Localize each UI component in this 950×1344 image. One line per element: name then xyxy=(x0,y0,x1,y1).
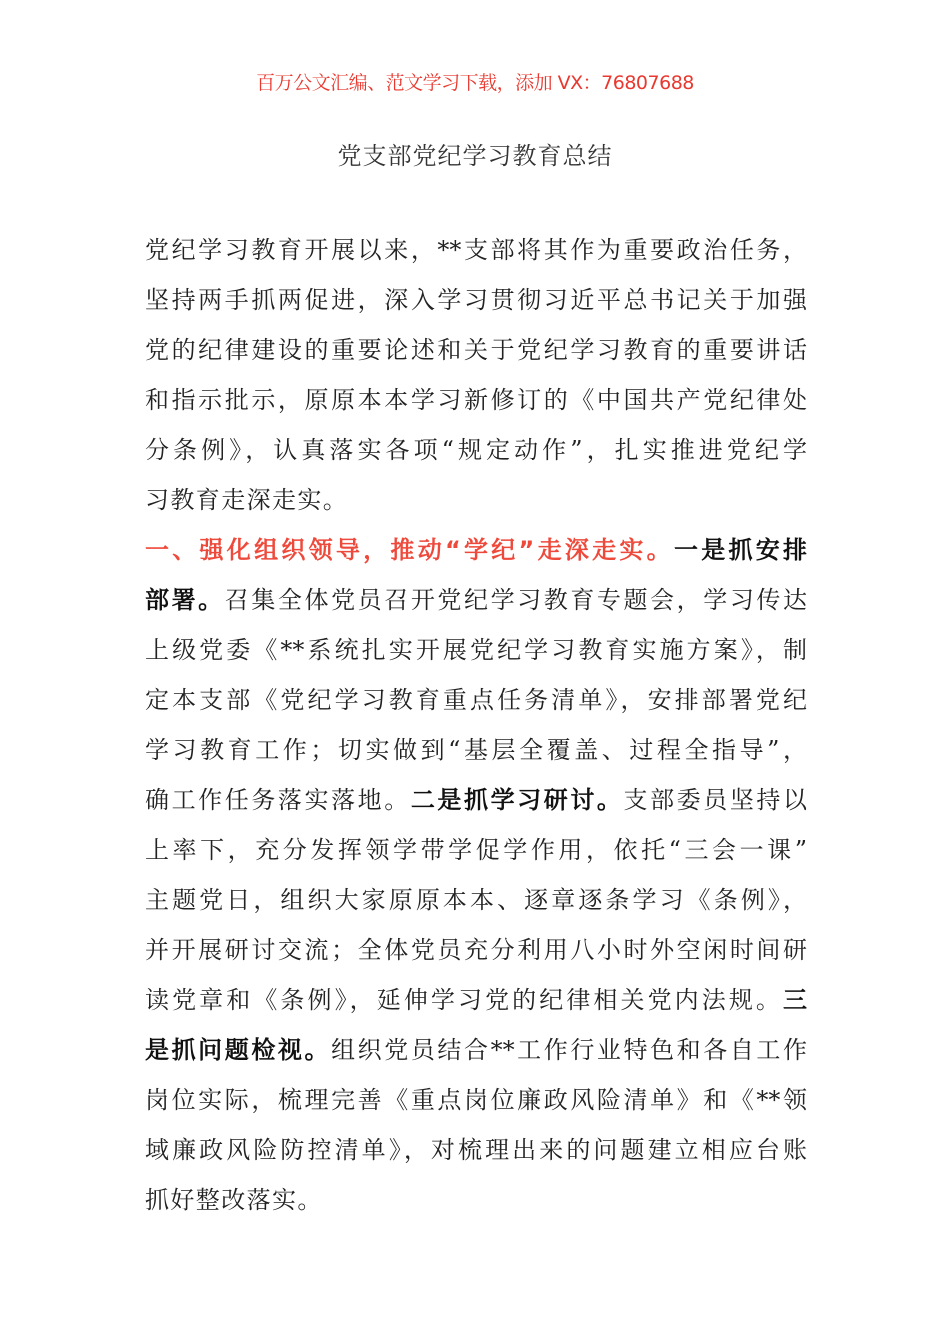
section-heading: 一、强化组织领导，推动“学纪”走深走实。 xyxy=(145,536,674,564)
text-line xyxy=(145,975,807,1025)
paragraph-text: 坚持两手抓两促进，深入学习贯彻习近平总书记关于加强 xyxy=(145,286,807,314)
paragraph-text: 上级党委《**系统扎实开展党纪学习教育实施方案》，制 xyxy=(145,636,807,664)
text-line xyxy=(145,225,807,275)
text-line xyxy=(145,475,807,525)
text-line xyxy=(145,1175,807,1225)
text-line xyxy=(145,875,807,925)
paragraph-text: 习教育走深走实。 xyxy=(145,486,349,514)
text-line xyxy=(145,425,807,475)
paragraph-text: 定本支部《党纪学习教育重点任务清单》，安排部署党纪 xyxy=(145,686,807,714)
text-line xyxy=(145,675,807,725)
download-banner: 百万公文汇编、范文学习下载，添加 VX：76807688 xyxy=(256,72,694,94)
paragraph-text: 岗位实际，梳理完善《重点岗位廉政风险清单》和《**领 xyxy=(145,1086,807,1114)
text-line xyxy=(145,725,807,775)
bold-subheading: 部署。 xyxy=(145,586,225,614)
text-line xyxy=(145,925,807,975)
paragraph-text: 抓好整改落实。 xyxy=(145,1186,323,1214)
text-line xyxy=(145,825,807,875)
text-line xyxy=(145,525,807,575)
paragraph-text: 分条例》，认真落实各项“规定动作”，扎实推进党纪学 xyxy=(145,436,807,464)
paragraph-text: 支部委员坚持以 xyxy=(623,786,807,814)
text-line xyxy=(145,1075,807,1125)
paragraph-text: 并开展研讨交流；全体党员充分利用八小时外空闲时间研 xyxy=(145,936,807,964)
text-line xyxy=(145,775,807,825)
paragraph-text: 域廉政风险防控清单》，对梳理出来的问题建立相应台账 xyxy=(145,1136,807,1164)
paragraph-text: 确工作任务落实落地。 xyxy=(145,786,411,814)
document-body xyxy=(145,225,807,1225)
paragraph-text: 上率下，充分发挥领学带学促学作用，依托“三会一课” xyxy=(145,836,807,864)
text-line xyxy=(145,1125,807,1175)
bold-subheading: 三 xyxy=(783,986,807,1014)
text-line xyxy=(145,575,807,625)
bold-subheading: 一是抓安排 xyxy=(673,536,807,564)
paragraph-text: 党纪学习教育开展以来，**支部将其作为重要政治任务， xyxy=(145,236,807,264)
text-line xyxy=(145,1025,807,1075)
document-title: 党支部党纪学习教育总结 xyxy=(337,142,613,170)
text-line xyxy=(145,375,807,425)
paragraph-text: 读党章和《条例》，延伸学习党的纪律相关党内法规。 xyxy=(145,986,783,1014)
text-line xyxy=(145,325,807,375)
paragraph-text: 和指示批示，原原本本学习新修订的《中国共产党纪律处 xyxy=(145,386,807,414)
bold-subheading: 二是抓学习研讨。 xyxy=(410,786,624,814)
paragraph-text: 组织党员结合**工作行业特色和各自工作 xyxy=(331,1036,807,1064)
text-line xyxy=(145,625,807,675)
paragraph-text: 主题党日，组织大家原原本本、逐章逐条学习《条例》， xyxy=(145,886,807,914)
text-line xyxy=(145,275,807,325)
paragraph-text: 学习教育工作；切实做到“基层全覆盖、过程全指导”， xyxy=(145,736,807,764)
paragraph-text: 召集全体党员召开党纪学习教育专题会，学习传达 xyxy=(224,586,807,614)
bold-subheading: 是抓问题检视。 xyxy=(145,1036,332,1064)
paragraph-text: 党的纪律建设的重要论述和关于党纪学习教育的重要讲话 xyxy=(145,336,807,364)
